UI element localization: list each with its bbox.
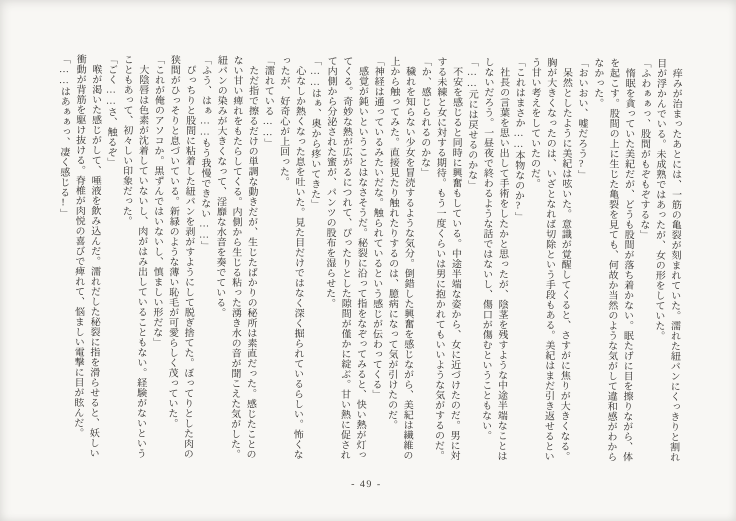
text-line: 「……元には戻せるのかな」: [465, 56, 478, 191]
text-line: 胸が大きくなったのは、いざとなれば切除という手段もある。美紀はまだ引き返せるとい: [542, 57, 556, 462]
text-line: 「これはまさか……本物なのか?」: [512, 57, 525, 222]
text-line: 「ごく……さ、触るぞ」: [104, 54, 117, 168]
vertical-text-block: [53, 54, 684, 510]
text-line: 目が浮かんでいる。未成熟ではあったが、女の形をしていた。: [652, 57, 666, 341]
page-number: - 49 -: [351, 478, 382, 491]
text-line: ったが、好奇心が上回った。: [277, 55, 290, 187]
text-line: 紐パンの染みが大きくなって、淫靡な水音を奏でている。: [213, 54, 227, 318]
text-line: 痒みが治まったあとには、一筋の亀裂が刻まれていた。濡れた紐パンにくっきりと割れ: [667, 68, 682, 463]
text-line: 大陰唇は色素が沈着していないし、肉がはみ出していることもない。経験がないという: [134, 64, 148, 459]
text-line: 感覚が鈍いということはなさそうだ。秘裂に沿って指をなぞってみると、快い熱が灯っ: [353, 66, 368, 460]
text-line: こともあって、初々しい印象だった。: [120, 54, 133, 227]
text-line: 「神経は通っているみたいだな。触られているという感じが伝わってくる」: [369, 56, 384, 400]
text-line: て内側から分泌された蜜が、パンツの股布を湿らせた。: [323, 55, 337, 309]
text-line: を起こす。股間の上に生じた亀裂を見ても、何故か当然のような気がして違和感がわから: [604, 57, 619, 462]
text-line: しないだろう。一昼夜で終わるような話ではないし、傷口が傷むということもない。: [479, 56, 494, 441]
text-line: 喉が渇いた感じがして、唾液を飲み込んだ。濡れだした秘裂に指を滑らせると、妖しい: [87, 64, 101, 459]
text-line: ただ指で擦るだけの単調な動きだが、生じたばかりの秘所は素直だった。感じたことの: [244, 65, 258, 460]
text-line: 社長の言葉を思い出して手術をしたかと思ったが、陰茎を残すような中途半端なことは: [495, 66, 509, 461]
text-line: 「これが俺のアソコか。黒ずんではいないし、慎ましい形だな」: [150, 54, 164, 348]
text-line: 「……はぁ、奥から疼いてきた」: [308, 55, 321, 210]
text-line: 穢れを知らない少女を冒涜するような気分。倒錯した興奮を感じながら、美紀は繊維の: [400, 66, 415, 461]
text-line: する未練と女に対する期待。もう一度くらいは男に抱かれてもいいような気がするのだ。: [432, 56, 447, 461]
text-line: 「か、感じられるのかな」: [418, 56, 431, 178]
text-line: 「……はあぁぁっ、凄く感じる!」: [57, 53, 70, 219]
text-line: 狭間がひっそりと息づいている。新緑のような薄い恥毛が可愛らしく茂っていた。: [165, 54, 180, 429]
text-line: 惰眠を貪っていた美紀だが、どうも股間が落ち着かない。眠たげに目を擦りながら、体: [620, 67, 635, 462]
text-line: う甘い考えをしていたのだ。: [528, 57, 541, 189]
text-line: 不安を感じると同時に興奮もしている。中途半端な姿から、女に近づけたのだ。男に対: [447, 66, 462, 461]
text-line: 「濡れている……」: [261, 55, 274, 149]
text-line: 「ふう、はぁ……もう我慢できない……」: [198, 54, 211, 251]
text-line: ない甘い痺れをもたらしてくる。内側から生じる粘った湧き水の音が聞こえた気がした。: [228, 55, 243, 460]
text-line: 上から触ってみた。直接見たり触れたりするのは、臆病になって気が引けたのだ。: [385, 56, 400, 430]
text-line: 「おいおい、嘘だろう?」: [575, 57, 588, 180]
text-line: 心なしか熱くなった息を吐いた。見た目だけではなく深く掘られているらしい。怖くな: [291, 65, 305, 460]
text-line: 衝動が背筋を駆け抜ける。脊椎が肉悦の喜びで痺れて、悩ましい電撃に目が眩んだ。: [71, 53, 86, 438]
text-line: ぴっちりと股間に粘着した紐パンを剥がすようにして脱ぎ捨てた。ぼってりとした肉の: [181, 64, 196, 459]
text-line: なかった。: [591, 57, 603, 109]
text-line: てくる。奇妙な熱が広がるにつれて、ぴったりとした隙間が僅かに綻ぶ。甘い熱に促され: [338, 55, 352, 460]
text-line: 「ふわぁぁっ、股間がもぞもぞするな」: [637, 57, 651, 240]
text-line: 呆然としたように美紀は呟いた。意識が覚醒してくると、さすがに焦りが大きくなる。: [557, 67, 572, 462]
